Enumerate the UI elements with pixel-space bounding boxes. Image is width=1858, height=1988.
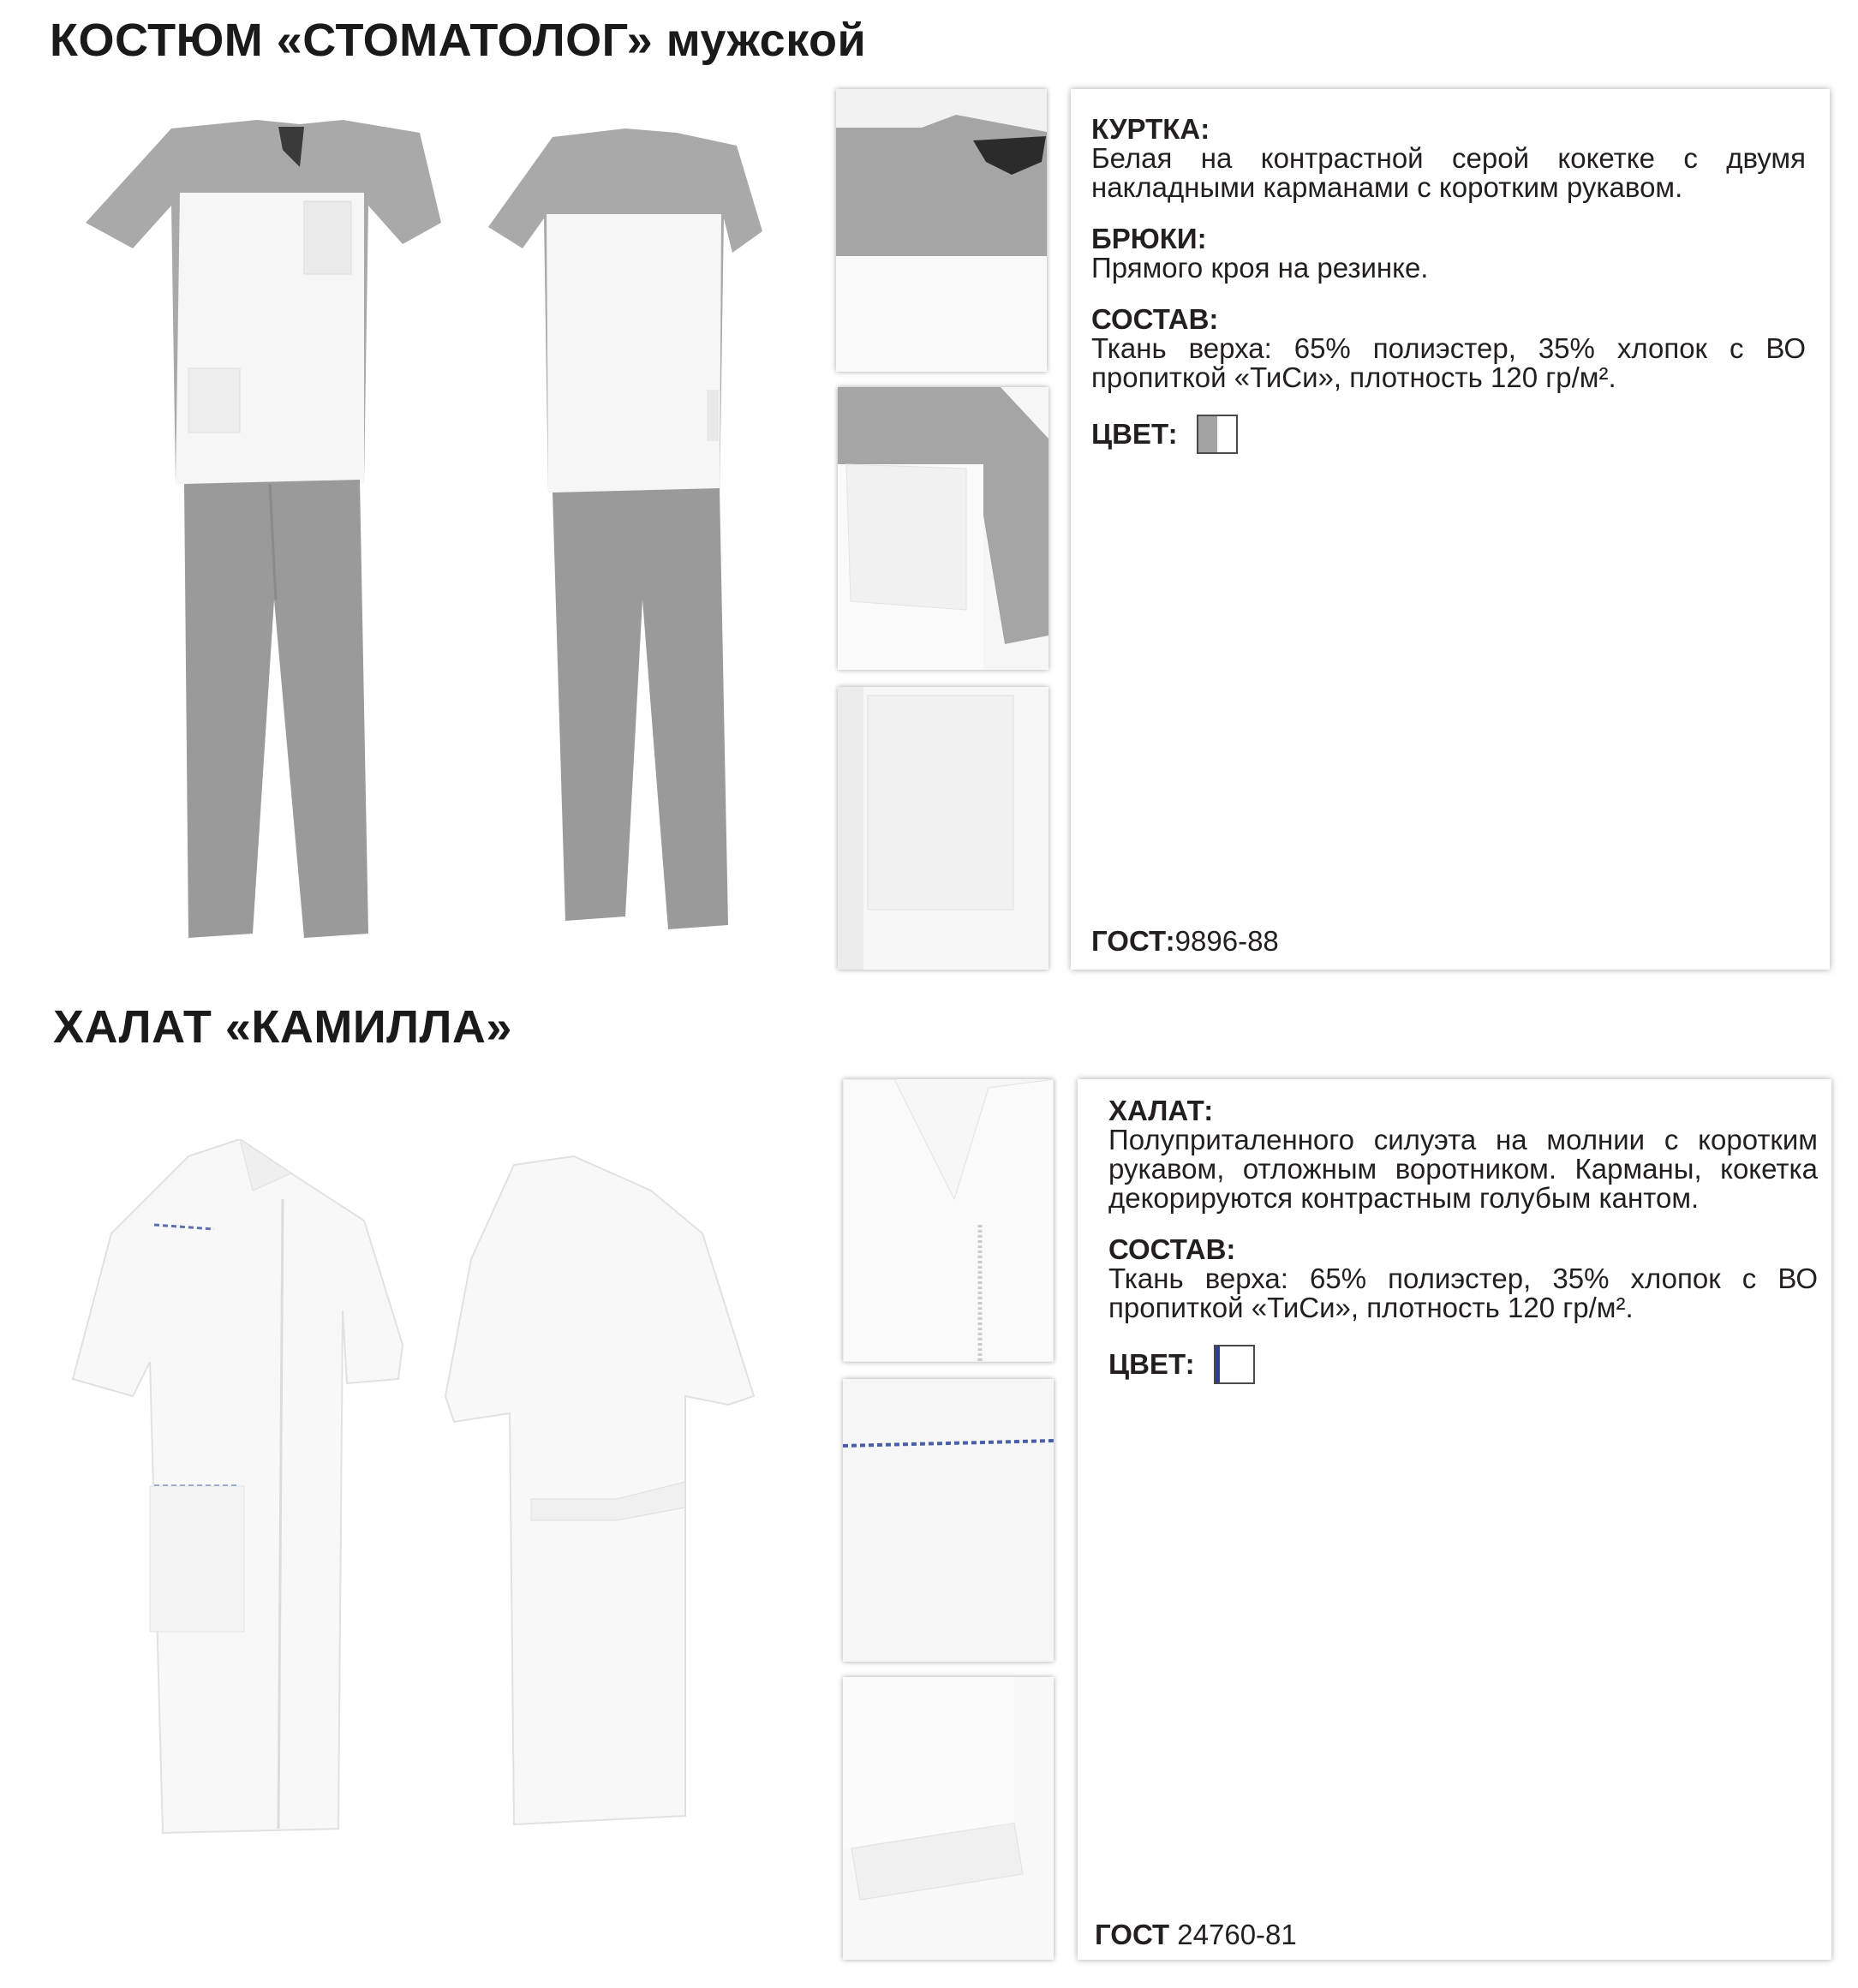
product1-title-main: КОСТЮМ «СТОМАТОЛОГ» — [50, 15, 654, 66]
gost-label: ГОСТ: — [1091, 925, 1175, 957]
product2-title: ХАЛАТ «КАМИЛЛА» — [53, 1001, 512, 1053]
cuff-detail-photo — [843, 1677, 1054, 1960]
color-swatch-grey-white — [1197, 415, 1238, 454]
product1-info-panel — [1071, 89, 1830, 970]
sleeve-detail-photo — [838, 387, 1048, 670]
gost-value: 9896-88 — [1174, 925, 1279, 957]
color-row — [1091, 415, 1806, 454]
product1-title-sub: мужской — [666, 15, 867, 66]
sleeve-detail-thumb — [838, 387, 1048, 670]
jacket-block — [1091, 115, 1806, 202]
suit-main-photo — [77, 120, 831, 942]
zipper-detail-photo — [843, 1079, 1054, 1362]
collar-detail-photo — [836, 89, 1047, 372]
composition2-label: СОСТАВ: — [1108, 1233, 1236, 1265]
piping-detail-thumb — [843, 1379, 1054, 1662]
robe-block — [1108, 1096, 1818, 1213]
pocket-detail-thumb — [838, 687, 1048, 970]
piping-detail-photo — [843, 1379, 1054, 1662]
composition2-description: Ткань верха: 65% полиэстер, 35% хлопок с ВО пропиткой «ТиСи», плотность 120 гр/м². — [1108, 1263, 1818, 1323]
composition-block — [1091, 305, 1806, 392]
composition-description: Ткань верха: 65% полиэстер, 35% хлопок с ВО пропиткой «ТиСи», плотность 120 гр/м². — [1091, 332, 1806, 393]
jacket-label: КУРТКА: — [1091, 113, 1210, 145]
color2-row — [1108, 1345, 1818, 1384]
composition2-block — [1108, 1235, 1818, 1322]
color-label: ЦВЕТ: — [1091, 418, 1178, 450]
pocket-detail-photo — [838, 687, 1048, 970]
collar-detail-thumb — [836, 89, 1047, 372]
product1-title — [50, 14, 866, 67]
robe-front-figure — [73, 1139, 403, 1833]
robe-label: ХАЛАТ: — [1108, 1095, 1214, 1126]
color-swatch-white-blue-piping — [1214, 1345, 1255, 1384]
robe-main-photo — [69, 1139, 822, 1876]
pants-label: БРЮКИ: — [1091, 223, 1207, 254]
jacket-description: Белая на контрастной серой кокетке с двумя накладными карманами с коротким рукавом. — [1091, 142, 1806, 203]
pants-description: Прямого кроя на резинке. — [1091, 252, 1429, 284]
color2-label: ЦВЕТ: — [1108, 1348, 1195, 1380]
gost-line — [1091, 925, 1279, 958]
robe-back-figure — [445, 1156, 754, 1824]
gost2-label: ГОСТ — [1095, 1919, 1170, 1950]
product2-info-panel — [1078, 1079, 1831, 1960]
cuff-detail-thumb — [843, 1677, 1054, 1960]
zipper-detail-thumb — [843, 1079, 1054, 1362]
gost2-value: 24760-81 — [1177, 1919, 1297, 1950]
robe-description: Полуприталенного силуэта на молнии с коротким рукавом, отложным воротником. Карманы, кокетка декорируются контрастным голубым кантом. — [1108, 1124, 1818, 1214]
gost2-line — [1095, 1919, 1297, 1951]
suit-back-figure — [488, 128, 762, 929]
pants-block — [1091, 224, 1806, 283]
suit-front-figure — [86, 120, 441, 938]
composition-label: СОСТАВ: — [1091, 303, 1219, 335]
